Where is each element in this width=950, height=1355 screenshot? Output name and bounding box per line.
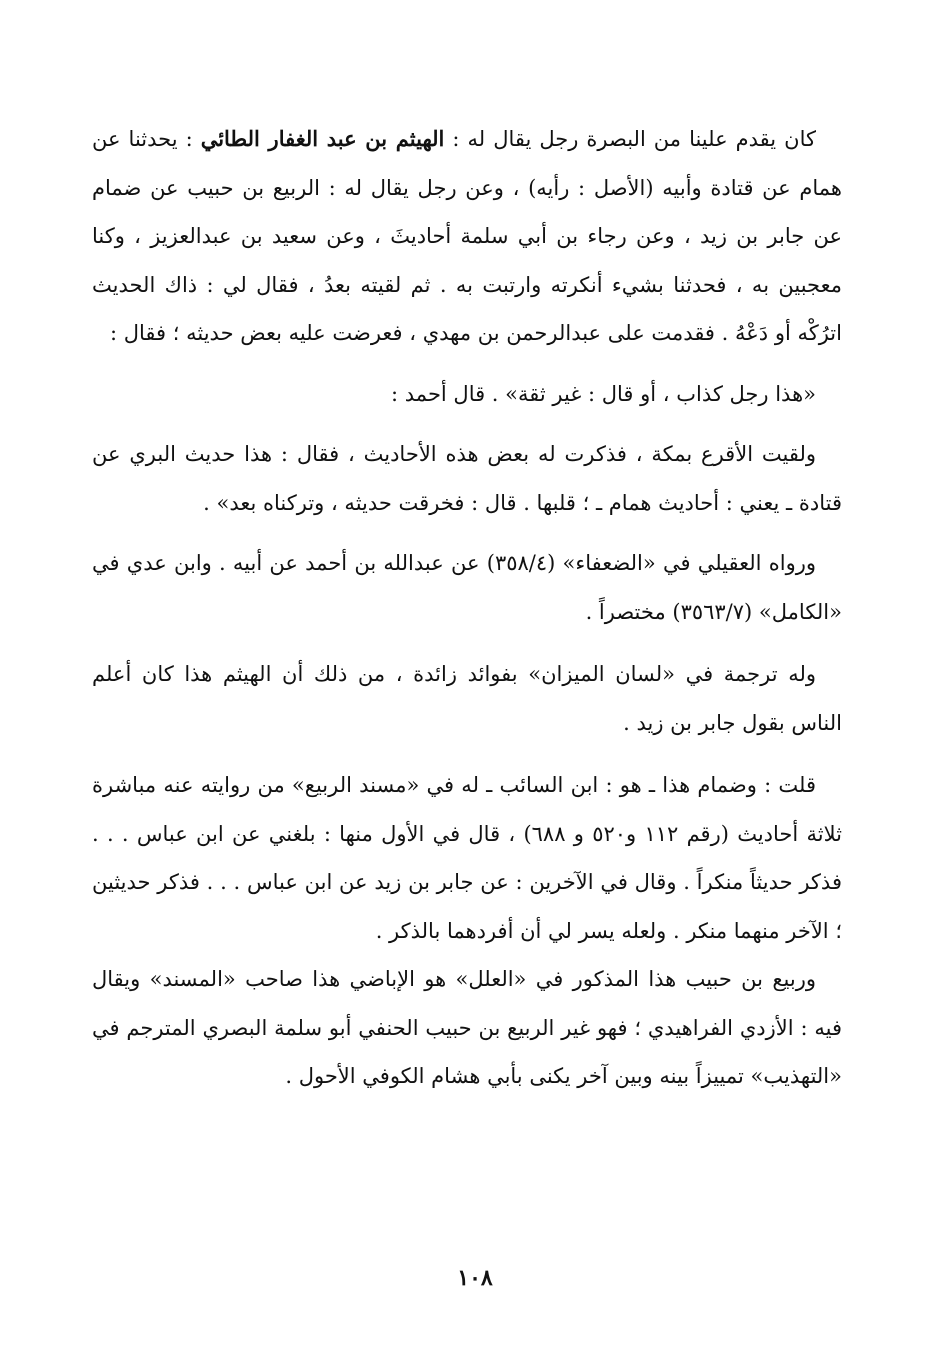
paragraph-7: وربيع بن حبيب هذا المذكور في «العلل» هو الإباضي هذا صاحب «المسند» ويقال فيه : الأزدي الفراهيدي ؛ فهو غير الربيع بن حبيب الحنفي أبو سلمة البصري المترجم في «التهذيب» تمييزاً بينه وبين آخر يكنى بأبي هشام الكوفي الأحول . [92,967,842,1088]
paragraph-1-lead: كان يقدم علينا من البصرة رجل يقال له : [444,127,816,151]
paragraph-1 [92,115,842,358]
paragraph-5: وله ترجمة في «لسان الميزان» بفوائد زائدة ، من ذلك أن الهيثم هذا كان أعلم الناس بقول جابر بن زيد . [92,662,842,735]
document-body [92,115,842,1101]
paragraph-3: ولقيت الأقرع بمكة ، فذكرت له بعض هذه الأحاديث ، فقال : هذا حديث البري عن قتادة ـ يعني : أحاديث همام ـ ؛ قلبها . قال : فخرقت حديثه ، وتركناه بعد» . [92,442,842,515]
paragraph-1-text: : يحدثنا عن همام عن قتادة وأبيه (الأصل : رأيه) ، وعن رجل يقال له : الربيع بن حبيب عن ضمام عن جابر بن زيد ، وعن رجاء بن أبي سلمة أحاديثَ ، وعن سعيد بن عبدالعزيز ، وكنا معجبين به ، فحدثنا بشيء أنكرته وارتبت به . ثم لقيته بعدُ ، فقال لي : ذاك الحديث اترُكْه أو دَعْهُ . فقدمت على عبدالرحمن بن مهدي ، فعرضت عليه بعض حديثه ؛ فقال : [92,127,842,345]
paragraph-2: «هذا رجل كذاب ، أو قال : غير ثقة» . قال أحمد : [391,381,816,406]
paragraph-6: قلت : وضمام هذا ـ هو : ابن السائب ـ له في «مسند الربيع» من روايته عنه مباشرة ثلاثة أحاديث (رقم ١١٢ و٥٢٠ و ٦٨٨) ، قال في الأول منها : بلغني عن ابن عباس . . . فذكر حديثاً منكراً . وقال في الآخرين : عن جابر بن زيد عن ابن عباس . . . فذكر حديثين ؛ الآخر منهما منكر . ولعله يسر لي أن أفردهما بالذكر . [92,773,842,943]
narrator-name: الهيثم بن عبد الغفار الطائي [200,126,445,151]
paragraph-4: ورواه العقيلي في «الضعفاء» (٣٥٨/٤) عن عبدالله بن أحمد عن أبيه . وابن عدي في «الكامل» (٣٥٦٣/٧) مختصراً . [92,551,842,624]
page-number: ١٠٨ [457,1265,493,1291]
